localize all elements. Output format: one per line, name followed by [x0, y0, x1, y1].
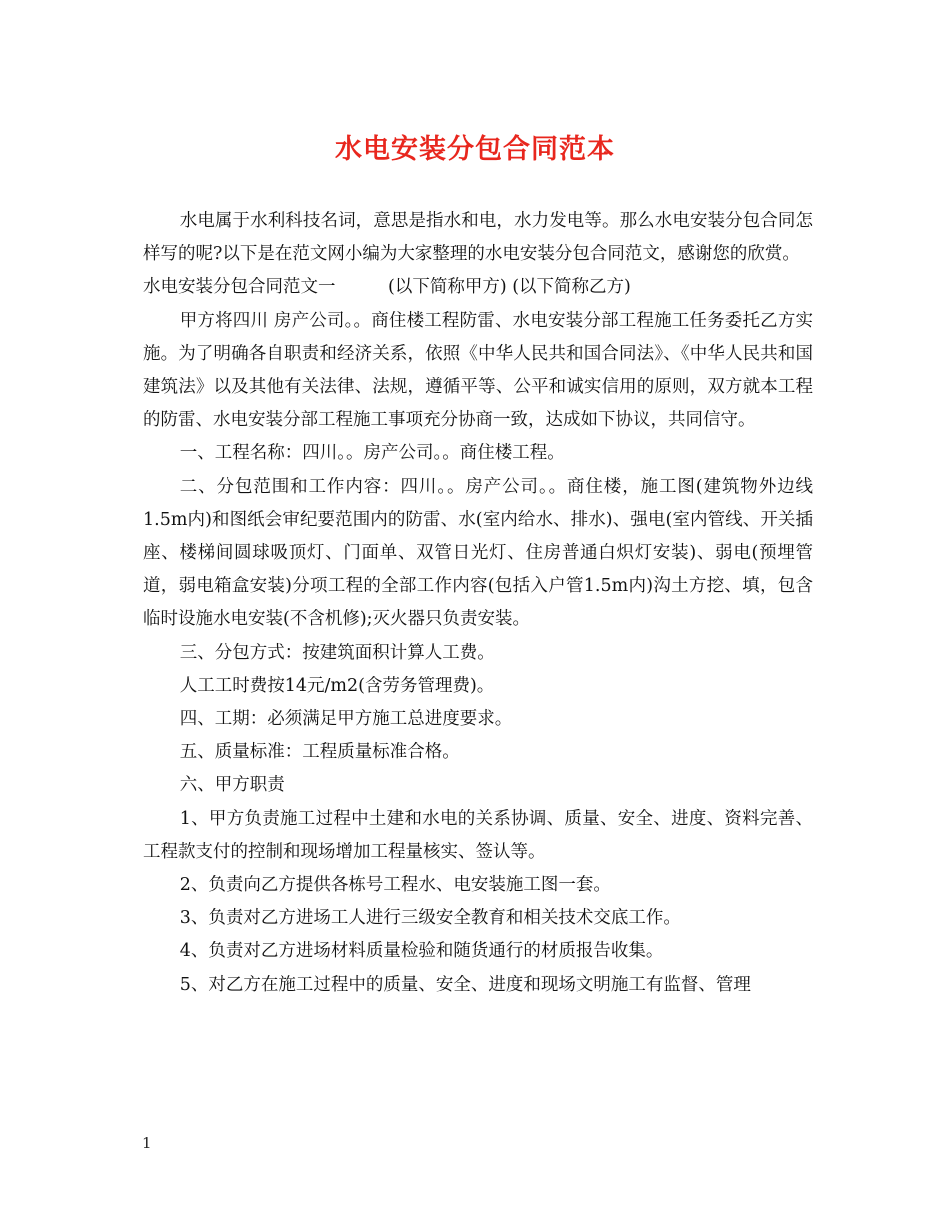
duty-item-1: 1、甲方负责施工过程中土建和水电的关系协调、质量、安全、进度、资料完善、工程款支付的控制和现场增加工程量核实、签认等。: [143, 808, 813, 862]
duty-item-3: 3、负责对乙方进场工人进行三级安全教育和相关技术交底工作。: [179, 908, 681, 929]
clause-project-name: 一、工程名称：四川。。房产公司。。商住楼工程。: [179, 443, 565, 464]
document-title: 水电安装分包合同范本: [335, 134, 615, 165]
clause-subcontract-method: 三、分包方式：按建筑面积计算人工费。: [179, 642, 495, 663]
clause-schedule: 四、工期：必须满足甲方施工总进度要求。: [179, 709, 513, 730]
clause-party-a-duties: 六、甲方职责: [179, 775, 285, 796]
intro-paragraph: 水电属于水利科技名词，意思是指水和电，水力发电等。那么水电安装分包合同怎样写的呢?以下是在范文网小编为大家整理的水电安装分包合同范文，感谢您的欣赏。: [143, 211, 813, 265]
duty-item-4: 4、负责对乙方进场材料质量检验和随货通行的材质报告收集。: [179, 941, 664, 962]
clause-subcontract-scope: 二、分包范围和工作内容：四川。。房产公司。。商住楼，施工图(建筑物外边线1.5m内)和图纸会审纪要范围内的防雷、水(室内给水、排水)、强电(室内管线、开关插座、楼梯间圆球吸顶灯、门面单、双管日光灯、住房普通白炽灯安装)、弱电(预埋管道，弱电箱盒安装)分项工程的全部工作内容(包括入户管1.5m内)沟土方挖、填，包含临时设施水电安装(不含机修);灭火器只负责安装。: [143, 476, 813, 630]
duty-item-2: 2、负责向乙方提供各栋号工程水、电安装施工图一套。: [179, 875, 611, 896]
clause-labor-rate: 人工工时费按14元/m2(含劳务管理费)。: [179, 675, 495, 696]
document-body: [143, 205, 813, 1002]
section-heading: 水电安装分包合同范文一 (以下简称甲方) (以下简称乙方): [143, 277, 631, 298]
contract-preamble: 甲方将四川 房产公司。。商住楼工程防雷、水电安装分部工程施工任务委托乙方实施。为了明确各自职责和经济关系，依照《中华人民共和国合同法》、《中华人民共和国建筑法》以及其他有关法律、法规，遵循平等、公平和诚实信用的原则，双方就本工程的防雷、水电安装分部工程施工事项充分协商一致，达成如下协议，共同信守。: [143, 310, 813, 431]
duty-item-5: 5、对乙方在施工过程中的质量、安全、进度和现场文明施工有监督、管理: [179, 974, 751, 995]
clause-quality-standard: 五、质量标准：工程质量标准合格。: [179, 742, 460, 763]
page-number: 1: [142, 1134, 152, 1152]
